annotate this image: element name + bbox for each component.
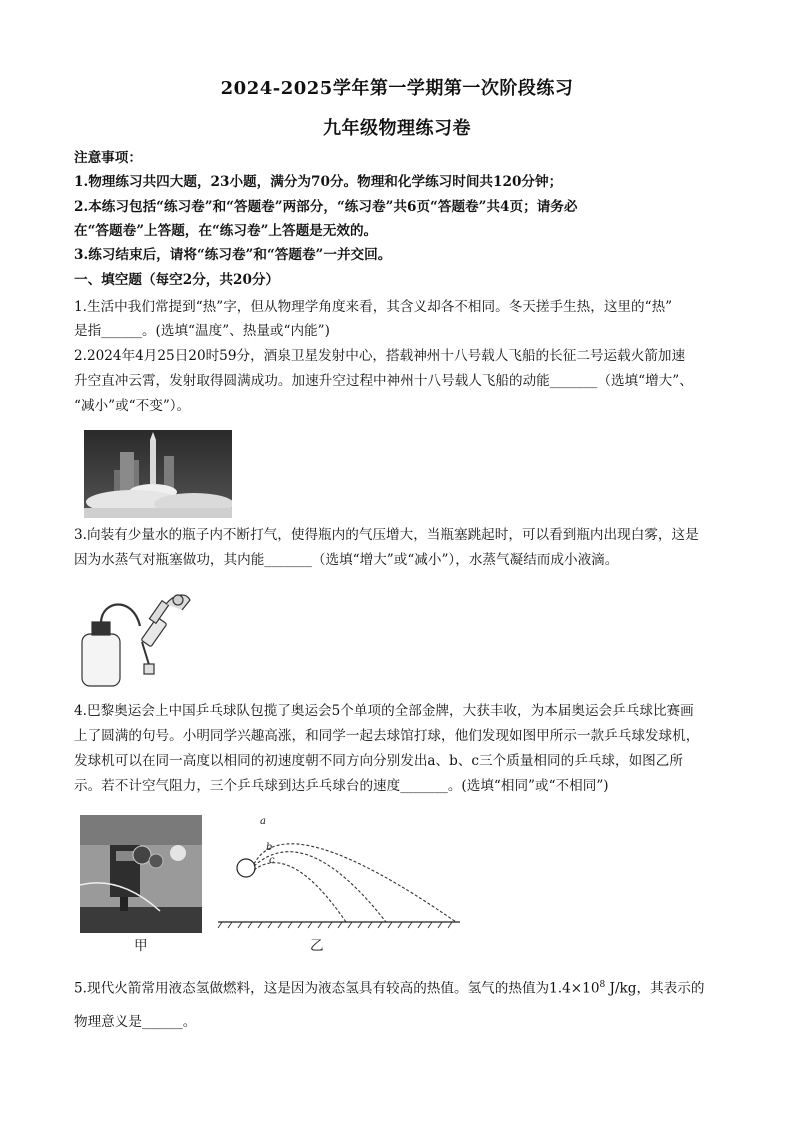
question-3-text: 因为水蒸气对瓶塞做功，其内能_______（选填“增大”或“减小”），水蒸气凝结而成小液滴。 — [74, 552, 619, 568]
question-5-text: 物理意义是______。 — [74, 1014, 197, 1030]
question-5-text — [74, 975, 724, 999]
launcher-ball — [237, 859, 255, 877]
heat-value-unit: J/kg — [605, 980, 637, 997]
notice-heading: 注意事项： — [74, 150, 142, 166]
notice-item: 3.练习结束后，请将“练习卷”和“答题卷”一并交回。 — [74, 247, 392, 263]
question-3-text: 3.向装有少量水的瓶子内不断打气，使得瓶内的气压增大，当瓶塞跳起时，可以看到瓶内出现白雾，这是 — [74, 527, 699, 543]
bottle-pump-illustration — [78, 586, 198, 692]
question-1-text: 1.生活中我们常提到“热”字，但从物理学角度来看，其含义却各不相同。冬天搓手生热，这里的“热” — [74, 299, 673, 315]
trajectory-label-c: c — [269, 855, 275, 866]
page-subtitle: 九年级物理练习卷 — [323, 118, 471, 139]
figure-caption-a: 甲 — [134, 938, 148, 954]
question-4-text: 示。若不计空气阻力，三个乒乓球到达乒乓球台的速度_______。(选填“相同”或“不相同”) — [74, 778, 609, 794]
section-heading: 一、填空题（每空2分，共20分） — [74, 272, 280, 288]
serving-machine-photo — [80, 815, 202, 933]
notice-item: 1.物理练习共四大题，23小题，满分为70分。物理和化学练习时间共120分钟； — [74, 174, 563, 190]
question-5-prefix: 5.现代火箭常用液态氢做燃料，这是因为液态氢具有较高的热值。氢气的热值为 — [74, 980, 550, 997]
question-4-text: 上了圆满的句号。小明同学兴趣高涨，和同学一起去球馆打球，他们发现如图甲所示一款乒乓球发球机， — [74, 728, 700, 744]
question-1-text: 是指______。(选填“温度”、热量或“内能”) — [74, 323, 330, 339]
question-5-suffix: ，其表示的 — [636, 980, 705, 997]
notice-item: 2.本练习包括“练习卷”和“答题卷”两部分，“练习卷”共6页“答题卷”共4页；请务必 — [74, 199, 578, 215]
figure-caption-b: 乙 — [310, 938, 324, 954]
table-hatching — [218, 922, 452, 928]
notice-item: 在“答题卷”上答题，在“练习卷”上答题是无效的。 — [74, 223, 378, 239]
rocket-launch-photo — [84, 430, 232, 518]
question-2-text: 升空直冲云霄，发射取得圆满成功。加速升空过程中神州十八号载人飞船的动能_______（选填“增大”、 — [74, 373, 693, 389]
trajectory-label-b: b — [266, 842, 273, 853]
trajectory-label-a: a — [260, 816, 266, 827]
question-2-text: 2.2024年4月25日20时59分，酒泉卫星发射中心，搭载神州十八号载人飞船的长征二号运载火箭加速 — [74, 348, 686, 364]
trajectory-a — [254, 844, 456, 922]
question-4-text: 发球机可以在同一高度以相同的初速度朝不同方向分别发出a、b、c三个质量相同的乒乓球，如图乙所 — [74, 753, 683, 769]
page-title: 2024-2025学年第一学期第一次阶段练习 — [220, 78, 574, 99]
trajectory-diagram — [216, 812, 462, 934]
heat-value: 1.4×10 — [549, 980, 600, 997]
trajectory-c — [254, 863, 346, 922]
heat-value-exponent: 8 — [599, 980, 606, 990]
question-2-text: “减小”或“不变”）。 — [74, 398, 191, 414]
question-4-text: 4.巴黎奥运会上中国乒乓球队包揽了奥运会5个单项的全部金牌，大获丰收，为本届奥运会乒乓球比赛画 — [74, 703, 694, 719]
